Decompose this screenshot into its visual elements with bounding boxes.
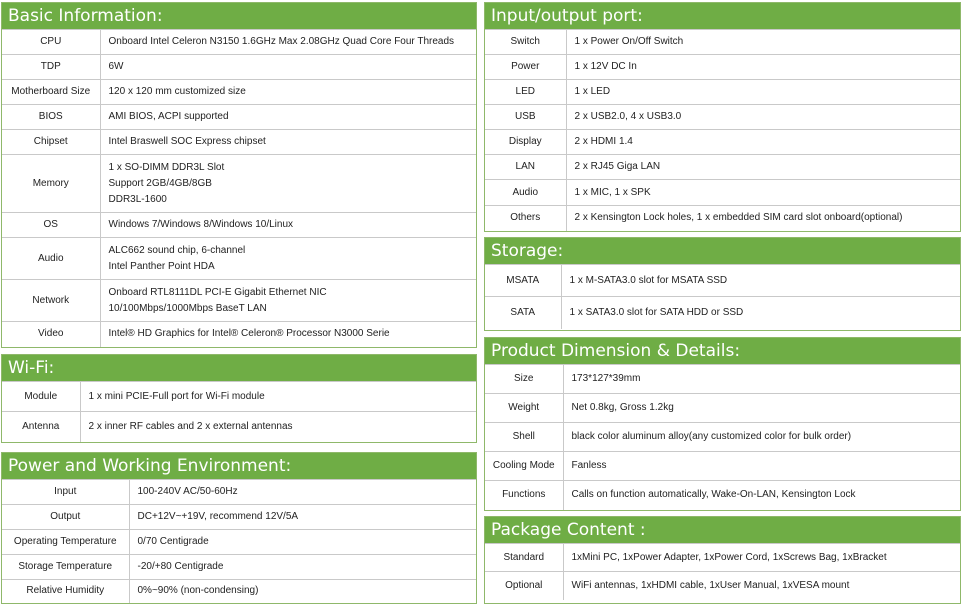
- spec-value: [566, 105, 960, 130]
- power-environment-title: Power and Working Environment:: [2, 453, 476, 479]
- panel-input-output: [484, 2, 961, 232]
- spec-label: Antenna: [2, 412, 80, 442]
- spec-value: [563, 572, 960, 600]
- spec-value-line: Intel Panther Point HDA: [108, 260, 215, 272]
- spec-label: SATA: [485, 297, 561, 329]
- spec-row-relative-humidity: [2, 580, 476, 603]
- spec-value: [129, 530, 476, 555]
- spec-value-line: Onboard RTL8111DL PCI-E Gigabit Ethernet NIC: [108, 286, 327, 298]
- spec-label: Others: [485, 206, 566, 231]
- spec-label: Output: [2, 505, 129, 530]
- spec-label: Size: [485, 365, 563, 394]
- spec-value: [100, 238, 476, 280]
- spec-value-line: 2 x HDMI 1.4: [574, 136, 633, 147]
- spec-label: BIOS: [2, 105, 100, 130]
- package-content-title: Package Content :: [485, 517, 960, 543]
- spec-row-sata: [485, 297, 960, 329]
- spec-label: Standard: [485, 544, 563, 572]
- spec-label: Chipset: [2, 130, 100, 155]
- spec-row-tdp: [2, 55, 476, 80]
- spec-label: Audio: [485, 180, 566, 206]
- wifi-title: Wi-Fi:: [2, 355, 476, 381]
- spec-row-chipset: [2, 130, 476, 155]
- spec-value-line: Onboard Intel Celeron N3150 1.6GHz Max 2.08GHz Quad Core Four Threads: [108, 36, 455, 47]
- product-dimension-title: Product Dimension & Details:: [485, 338, 960, 364]
- basic-information-title: Basic Information:: [2, 3, 476, 29]
- input-output-title: Input/output port:: [485, 3, 960, 29]
- spec-value-line: 2 x Kensington Lock holes, 1 x embedded SIM card slot onboard(optional): [574, 212, 903, 224]
- spec-label: Operating Temperature: [2, 530, 129, 555]
- spec-row-audio: [2, 238, 476, 280]
- spec-value-line: Fanless: [571, 460, 607, 471]
- spec-label: Network: [2, 280, 100, 322]
- spec-row-input: [2, 480, 476, 505]
- spec-row-antenna: [2, 412, 476, 442]
- spec-label: Optional: [485, 572, 563, 600]
- spec-value-line: DC+12V~+19V, recommend 12V/5A: [137, 511, 299, 522]
- spec-row-module: [2, 382, 476, 412]
- spec-value: [563, 481, 960, 510]
- spec-value: [566, 55, 960, 80]
- spec-value-line: Support 2GB/4GB/8GB: [108, 177, 212, 189]
- spec-label: Relative Humidity: [2, 580, 129, 603]
- spec-value: [100, 130, 476, 155]
- spec-label: MSATA: [485, 265, 561, 297]
- spec-value: [566, 80, 960, 105]
- spec-value-line: 1 x M-SATA3.0 slot for MSATA SSD: [569, 274, 728, 286]
- spec-value-line: 1xMini PC, 1xPower Adapter, 1xPower Cord, 1xScrews Bag, 1xBracket: [571, 551, 887, 563]
- spec-label: LED: [485, 80, 566, 105]
- spec-row-storage-temperature: [2, 555, 476, 580]
- spec-value-line: 1 x 12V DC In: [574, 61, 637, 72]
- spec-label: Motherboard Size: [2, 80, 100, 105]
- spec-value-line: 2 x RJ45 Giga LAN: [574, 161, 661, 172]
- spec-value-line: Net 0.8kg, Gross 1.2kg: [571, 402, 674, 413]
- spec-label: TDP: [2, 55, 100, 80]
- spec-row-operating-temperature: [2, 530, 476, 555]
- spec-value: [566, 30, 960, 55]
- spec-value: [129, 505, 476, 530]
- spec-value-line: 1 x SATA3.0 slot for SATA HDD or SSD: [569, 306, 744, 318]
- spec-row-usb: [485, 105, 960, 130]
- spec-row-bios: [2, 105, 476, 130]
- panel-storage: [484, 237, 961, 331]
- spec-value-line: 2 x inner RF cables and 2 x external antennas: [88, 420, 293, 432]
- spec-value-line: 1 x SO-DIMM DDR3L Slot: [108, 161, 225, 173]
- spec-value: [100, 80, 476, 105]
- spec-value-line: 120 x 120 mm customized size: [108, 86, 246, 97]
- basic-information-table: [2, 29, 476, 347]
- spec-value: [100, 155, 476, 213]
- spec-row-lan: [485, 155, 960, 180]
- spec-label: Memory: [2, 155, 100, 213]
- spec-label: Module: [2, 382, 80, 412]
- spec-value-line: 1 x LED: [574, 86, 611, 97]
- spec-value-line: 1 x Power On/Off Switch: [574, 36, 684, 47]
- spec-row-shell: [485, 423, 960, 452]
- spec-value-line: 100-240V AC/50-60Hz: [137, 486, 238, 497]
- spec-value: [563, 452, 960, 481]
- spec-value-line: WiFi antennas, 1xHDMI cable, 1xUser Manual, 1xVESA mount: [571, 579, 850, 591]
- spec-value-line: Intel® HD Graphics for Intel® Celeron® Processor N3000 Serie: [108, 328, 390, 340]
- panel-product-dimension: [484, 337, 961, 511]
- spec-label: Shell: [485, 423, 563, 452]
- spec-row-power: [485, 55, 960, 80]
- spec-label: Storage Temperature: [2, 555, 129, 580]
- spec-value: [100, 105, 476, 130]
- spec-value-line: 1 x mini PCIE-Full port for Wi-Fi module: [88, 390, 265, 402]
- spec-label: Audio: [2, 238, 100, 280]
- spec-value-line: 10/100Mbps/1000Mbps BaseT LAN: [108, 302, 267, 314]
- spec-row-weight: [485, 394, 960, 423]
- spec-value: [566, 130, 960, 155]
- spec-value-line: 0%~90% (non-condensing): [137, 585, 259, 597]
- spec-value-line: 173*127*39mm: [571, 373, 641, 384]
- spec-value: [80, 382, 476, 412]
- spec-value-line: 6W: [108, 61, 124, 72]
- panel-power-environment: [1, 452, 477, 604]
- spec-value: [100, 30, 476, 55]
- spec-value: [100, 55, 476, 80]
- spec-row-functions: [485, 481, 960, 510]
- spec-row-display: [485, 130, 960, 155]
- spec-label: OS: [2, 213, 100, 238]
- input-output-table: [485, 29, 960, 231]
- spec-row-standard: [485, 544, 960, 572]
- spec-row-led: [485, 80, 960, 105]
- spec-value-line: Windows 7/Windows 8/Windows 10/Linux: [108, 219, 294, 230]
- spec-value-line: ALC662 sound chip, 6-channel: [108, 244, 246, 256]
- spec-value: [100, 280, 476, 322]
- spec-value: [80, 412, 476, 442]
- spec-label: Weight: [485, 394, 563, 423]
- spec-value: [563, 394, 960, 423]
- spec-value: [100, 322, 476, 347]
- spec-value-line: DDR3L-1600: [108, 193, 167, 205]
- spec-value-line: 1 x MIC, 1 x SPK: [574, 186, 651, 198]
- panel-package-content: [484, 516, 961, 604]
- wifi-table: [2, 381, 476, 442]
- spec-value: [561, 265, 960, 297]
- spec-value-line: black color aluminum alloy(any customized color for bulk order): [571, 431, 852, 442]
- spec-value: [100, 213, 476, 238]
- package-content-table: [485, 543, 960, 600]
- spec-value: [563, 423, 960, 452]
- spec-row-switch: [485, 30, 960, 55]
- spec-value: [129, 580, 476, 603]
- spec-value: [561, 297, 960, 329]
- spec-row-memory: [2, 155, 476, 213]
- power-environment-table: [2, 479, 476, 603]
- spec-label: Functions: [485, 481, 563, 510]
- spec-value-line: AMI BIOS, ACPI supported: [108, 111, 229, 122]
- spec-value-line: 0/70 Centigrade: [137, 536, 209, 547]
- spec-value: [563, 365, 960, 394]
- panel-basic-information: [1, 2, 477, 348]
- spec-label: Input: [2, 480, 129, 505]
- spec-row-optional: [485, 572, 960, 600]
- spec-row-cpu: [2, 30, 476, 55]
- product-dimension-table: [485, 364, 960, 510]
- spec-value: [566, 155, 960, 180]
- spec-label: Cooling Mode: [485, 452, 563, 481]
- spec-row-video: [2, 322, 476, 347]
- spec-value-line: 2 x USB2.0, 4 x USB3.0: [574, 111, 682, 122]
- spec-row-others: [485, 206, 960, 231]
- spec-label: CPU: [2, 30, 100, 55]
- spec-value: [566, 180, 960, 206]
- spec-value: [129, 480, 476, 505]
- spec-row-motherboard-size: [2, 80, 476, 105]
- spec-row-audio: [485, 180, 960, 206]
- spec-value-line: Intel Braswell SOC Express chipset: [108, 136, 266, 147]
- panel-wifi: [1, 354, 477, 443]
- storage-table: [485, 264, 960, 329]
- spec-row-os: [2, 213, 476, 238]
- spec-value-line: Calls on function automatically, Wake-On-LAN, Kensington Lock: [571, 489, 856, 501]
- spec-value: [563, 544, 960, 572]
- spec-row-size: [485, 365, 960, 394]
- spec-value: [129, 555, 476, 580]
- spec-label: Power: [485, 55, 566, 80]
- spec-label: USB: [485, 105, 566, 130]
- spec-row-output: [2, 505, 476, 530]
- spec-label: Video: [2, 322, 100, 347]
- spec-value-line: -20/+80 Centigrade: [137, 561, 224, 572]
- spec-label: Switch: [485, 30, 566, 55]
- spec-row-cooling-mode: [485, 452, 960, 481]
- spec-row-msata: [485, 265, 960, 297]
- spec-label: LAN: [485, 155, 566, 180]
- spec-row-network: [2, 280, 476, 322]
- spec-value: [566, 206, 960, 231]
- storage-title: Storage:: [485, 238, 960, 264]
- spec-label: Display: [485, 130, 566, 155]
